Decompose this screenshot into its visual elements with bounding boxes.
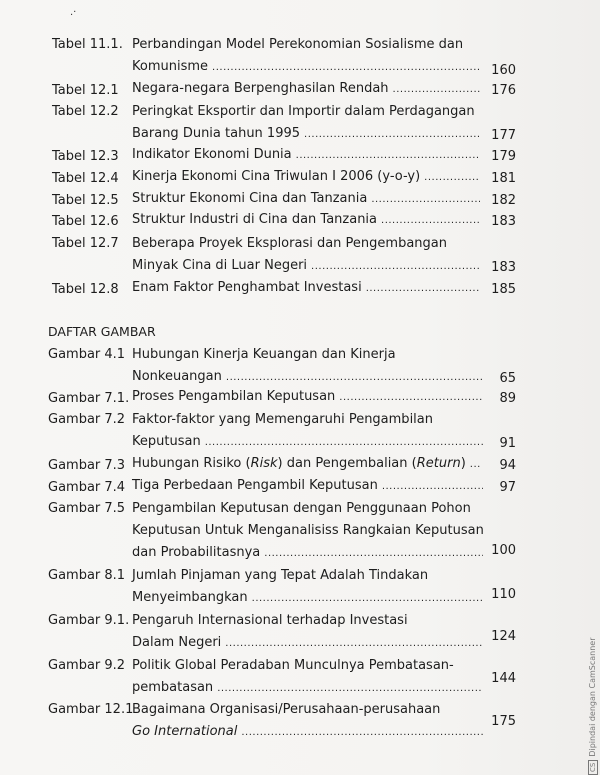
scan-mark: .· (70, 7, 77, 18)
entry-label: Gambar 9.2 (48, 658, 126, 673)
entry-label: Gambar 7.5 (48, 501, 126, 516)
entry-title-line: Keputusan ..... (132, 431, 487, 453)
entry-page: 177 (491, 128, 516, 143)
entry-label: Gambar 7.4 (48, 480, 126, 495)
entry-title-line: Jumlah Pinjaman yang Tepat Adalah Tindakan (132, 568, 429, 583)
entry-title-line: Enam Faktor Penghambat Investasi ..... (132, 277, 484, 299)
entry-label: Gambar 4.1 (48, 347, 126, 362)
entry-title-line: Pengaruh Internasional terhadap Investasi (132, 613, 408, 628)
entry-label: Tabel 12.1 (52, 83, 119, 98)
entry-label: Gambar 12.1 (48, 702, 134, 717)
entry-title-line: Bagaimana Organisasi/Perusahaan-perusahaan (132, 702, 441, 717)
figures-heading: DAFTAR GAMBAR (48, 324, 156, 339)
entry-title-line: Komunisme ..... (132, 56, 484, 78)
entry-page: 179 (491, 149, 516, 164)
entry-page: 160 (491, 63, 516, 78)
entry-label: Tabel 12.8 (52, 282, 119, 297)
entry-page: 110 (491, 587, 516, 602)
entry-label: Tabel 12.6 (52, 214, 119, 229)
entry-label: Tabel 12.7 (52, 236, 119, 251)
entry-label: Gambar 7.1. (48, 391, 130, 406)
entry-label: Gambar 7.2 (48, 412, 126, 427)
entry-page: 185 (491, 282, 516, 297)
entry-page: 176 (491, 83, 516, 98)
scanner-watermark: CSDipindai dengan CamScanner (588, 637, 598, 775)
entry-page: 91 (499, 436, 516, 451)
entry-title-line: Pengambilan Keputusan dengan Penggunaan Pohon (132, 501, 471, 516)
entry-label: Tabel 12.2 (52, 104, 119, 119)
entry-label: Tabel 12.5 (52, 193, 119, 208)
entry-title-line: Indikator Ekonomi Dunia ..... (132, 144, 484, 166)
entry-page: 183 (491, 260, 516, 275)
entry-page: 65 (499, 371, 516, 386)
entry-title-line: Tiga Perbedaan Pengambil Keputusan ..... (132, 475, 487, 497)
entry-title-line: pembatasan ..... (132, 677, 487, 699)
entry-page: 182 (491, 193, 516, 208)
entry-title-line: Perbandingan Model Perekonomian Sosialisme dan (132, 37, 464, 52)
entry-page: 181 (491, 171, 516, 186)
entry-page: 100 (491, 543, 516, 558)
entry-title-line: Hubungan Risiko (Risk) dan Pengembalian (Return) ..... (132, 453, 484, 475)
entry-title-line: Nonkeuangan ..... (132, 366, 487, 388)
entry-title-line: Barang Dunia tahun 1995 ..... (132, 123, 484, 145)
entry-title-line: Peringkat Eksportir dan Importir dalam Perdagangan (132, 104, 475, 119)
entry-title-line: Menyeimbangkan ..... (132, 587, 487, 609)
entry-title-line: Beberapa Proyek Eksplorasi dan Pengembangan (132, 236, 447, 251)
entry-label: Tabel 11.1. (52, 37, 123, 52)
entry-page: 175 (491, 714, 516, 729)
entry-title-line: dan Probabilitasnya ..... (132, 542, 487, 564)
entry-label: Tabel 12.3 (52, 149, 119, 164)
entry-title-line: Struktur Ekonomi Cina dan Tanzania ..... (132, 188, 484, 210)
entry-label: Gambar 8.1 (48, 568, 126, 583)
entry-title-line: Faktor-faktor yang Memengaruhi Pengambilan (132, 412, 433, 427)
entry-label: Gambar 7.3 (48, 458, 126, 473)
entry-title-line: Dalam Negeri ..... (132, 632, 487, 654)
entry-title-line: Proses Pengambilan Keputusan ..... (132, 386, 487, 408)
entry-label: Gambar 9.1. (48, 613, 130, 628)
entry-page: 94 (499, 458, 516, 473)
entry-title-line: Keputusan Untuk Menganalisiss Rangkaian Keputusan (132, 523, 484, 538)
entry-page: 124 (491, 629, 516, 644)
entry-page: 144 (491, 671, 516, 686)
entry-title-line: Kinerja Ekonomi Cina Triwulan I 2006 (y-o-y) ..... (132, 166, 484, 188)
entry-title-line: Go International ..... (132, 721, 487, 743)
entry-label: Tabel 12.4 (52, 171, 119, 186)
entry-title-line: Struktur Industri di Cina dan Tanzania ..... (132, 209, 484, 231)
entry-title-line: Minyak Cina di Luar Negeri ..... (132, 255, 484, 277)
entry-page: 183 (491, 214, 516, 229)
entry-page: 89 (499, 391, 516, 406)
entry-title-line: Politik Global Peradaban Munculnya Pembatasan- (132, 658, 454, 673)
entry-title-line: Hubungan Kinerja Keuangan dan Kinerja (132, 347, 396, 362)
entry-title-line: Negara-negara Berpenghasilan Rendah ..... (132, 78, 484, 100)
entry-page: 97 (499, 480, 516, 495)
